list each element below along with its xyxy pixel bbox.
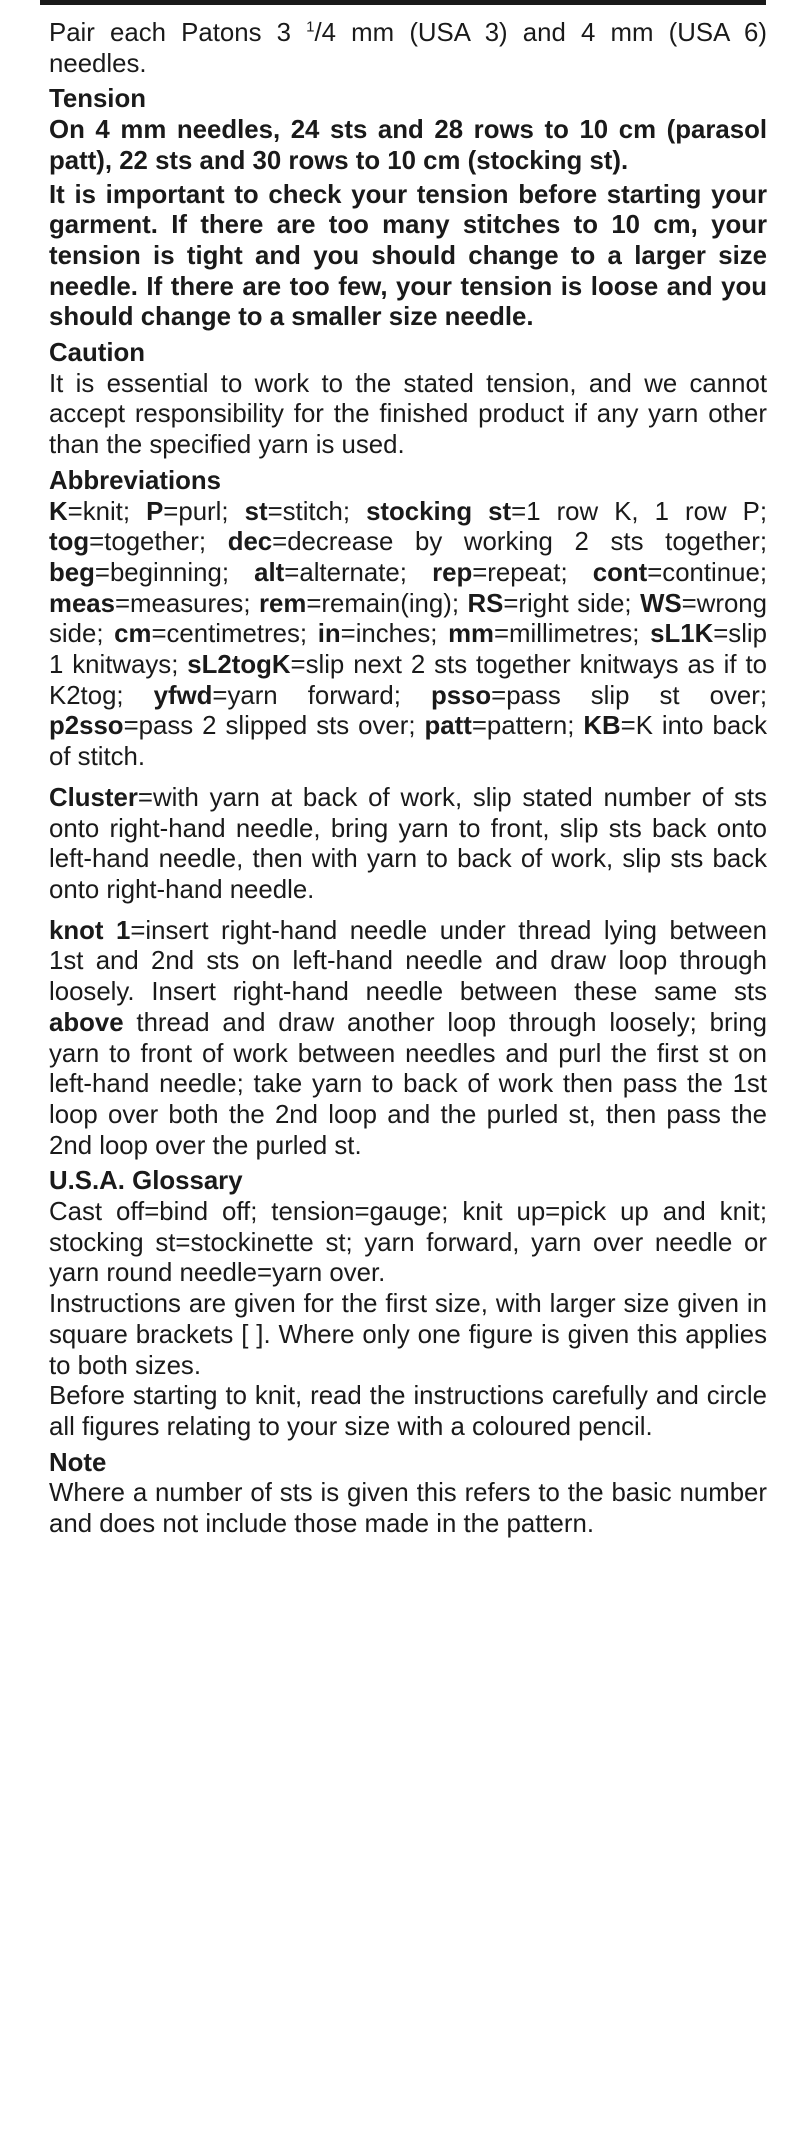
abbrev-def: =inches; <box>340 620 449 649</box>
cluster-def: =with yarn at back of work, slip stated number of sts onto right-hand needle, bring yarn to front, slip sts back onto left-hand needle, then with yarn to back of work, slip sts back onto right-hand needle. <box>49 783 767 904</box>
tension-important: It is important to check your tension before starting your garment. If there are too many stitches to 10 cm, your tension is tight and you should change to a larger size needle. If there are too few, your tension is loose and you should change to a smaller size needle. <box>49 180 767 332</box>
abbrev-def: =millimetres; <box>493 620 651 649</box>
abbrev-def: =pass slip st over; <box>491 681 768 710</box>
abbrev-term: rem <box>258 589 307 618</box>
pattern-notes-page <box>49 18 767 1540</box>
glossary-heading: U.S.A. Glossary <box>49 1167 243 1196</box>
abbrev-def: =measures; <box>114 589 259 618</box>
abbrev-term: meas <box>49 589 115 618</box>
needles-text-start: Pair each Patons 3 <box>49 19 307 47</box>
abbrev-def: =1 row K, 1 row P; <box>511 497 768 526</box>
abbrev-def: =slip next 2 sts together knitways as if to K2tog; <box>49 651 767 710</box>
abbrev-term: stocking st <box>366 497 512 526</box>
abbrev-def: =continue; <box>647 558 767 587</box>
abbrev-term: KB <box>583 712 621 741</box>
abbrev-def: =centimetres; <box>151 620 318 649</box>
abbrev-def: =pattern; <box>471 712 584 741</box>
abbrev-term: beg <box>49 558 95 587</box>
abbrev-term: mm <box>448 620 494 649</box>
abbrev-def: =wrong side; <box>49 589 767 649</box>
knot-def-2: thread and draw another loop through loosely; bring yarn to front of work between needles and purl the first st on left-hand needle; take yarn to back of work then pass the 1st loop over both the 2nd loop and the purled st, then pass the 2nd loop over the purled st. <box>49 1008 767 1160</box>
abbrev-term: dec <box>227 528 273 557</box>
abbrev-def: =together; <box>89 528 228 557</box>
abbrev-term: alt <box>254 558 285 587</box>
knot-definition <box>49 916 767 1162</box>
glossary-text: Cast off=bind off; tension=gauge; knit up=pick up and knit; stocking st=stockinette st; yarn forward, yarn over needle or yarn round needle=yarn over. <box>49 1198 767 1288</box>
abbreviations-heading: Abbreviations <box>49 466 222 495</box>
abbrev-def: =knit; <box>67 497 147 526</box>
abbrev-term: p2sso <box>49 712 124 741</box>
tension-gauge: On 4 mm needles, 24 sts and 28 rows to 10 cm (parasol patt), 22 sts and 30 rows to 10 cm (stocking st). <box>49 116 767 175</box>
abbrev-def: =pass 2 slipped sts over; <box>123 712 425 741</box>
abbrev-def: =purl; <box>163 497 245 526</box>
abbrev-def: =decrease by working 2 sts together; <box>272 528 767 557</box>
instructions-sizes: Instructions are given for the first size, with larger size given in square brackets [ ]. Where only one figure is given this applies to both sizes. <box>49 1290 767 1380</box>
top-rule <box>40 0 766 5</box>
abbrev-term: cont <box>592 558 648 587</box>
abbrev-term: cm <box>114 620 152 649</box>
abbrev-def: =yarn forward; <box>212 681 431 710</box>
cluster-definition <box>49 783 767 906</box>
needles-text <box>49 18 767 79</box>
abbrev-def: =alternate; <box>284 558 433 587</box>
abbrev-term: in <box>317 620 341 649</box>
caution-heading: Caution <box>49 339 146 368</box>
abbrev-term: sL2togK <box>187 651 291 680</box>
abbrev-def: =repeat; <box>472 558 593 587</box>
cluster-term: Cluster <box>49 783 138 812</box>
abbrev-def: =stitch; <box>267 497 367 526</box>
abbrev-term: K <box>49 497 68 526</box>
abbrev-term: RS <box>467 589 504 618</box>
abbrev-term: rep <box>432 558 473 587</box>
needles-fraction-numerator: 1 <box>306 18 315 36</box>
abbrev-term: yfwd <box>153 681 213 710</box>
abbrev-term: WS <box>640 589 682 618</box>
abbrev-term: P <box>146 497 164 526</box>
instructions-before: Before starting to knit, read the instructions carefully and circle all figures relating to your size with a coloured pencil. <box>49 1382 767 1441</box>
abbrev-term: psso <box>430 681 492 710</box>
knot-emphasis: above <box>49 1008 124 1037</box>
abbrev-def: =beginning; <box>94 558 255 587</box>
abbrev-def: =right side; <box>503 589 641 618</box>
abbrev-term: tog <box>49 528 90 557</box>
abbrev-term: patt <box>424 712 472 741</box>
abbrev-def: =remain(ing); <box>306 589 468 618</box>
note-heading: Note <box>49 1448 107 1477</box>
knot-def-1: =insert right-hand needle under thread lying between 1st and 2nd sts on left-hand needle and draw loop through loosely. Insert right-hand needle between these same sts <box>49 916 768 1007</box>
needles-text-end: /4 mm (USA 3) and 4 mm (USA 6) needles. <box>49 19 767 78</box>
knot-term: knot 1 <box>49 916 131 945</box>
abbrev-term: sL1K <box>650 620 714 649</box>
abbrev-term: st <box>244 497 268 526</box>
note-text: Where a number of sts is given this refers to the basic number and does not include those made in the pattern. <box>49 1479 767 1539</box>
caution-text: It is essential to work to the stated tension, and we cannot accept responsibility for the finished product if any yarn other than the specified yarn is used. <box>49 369 767 460</box>
tension-heading: Tension <box>49 85 146 114</box>
abbrev-def: =K into back of stitch. <box>49 712 767 772</box>
abbrev-def: =slip 1 knitways; <box>49 620 768 680</box>
abbreviations-list <box>49 497 767 773</box>
